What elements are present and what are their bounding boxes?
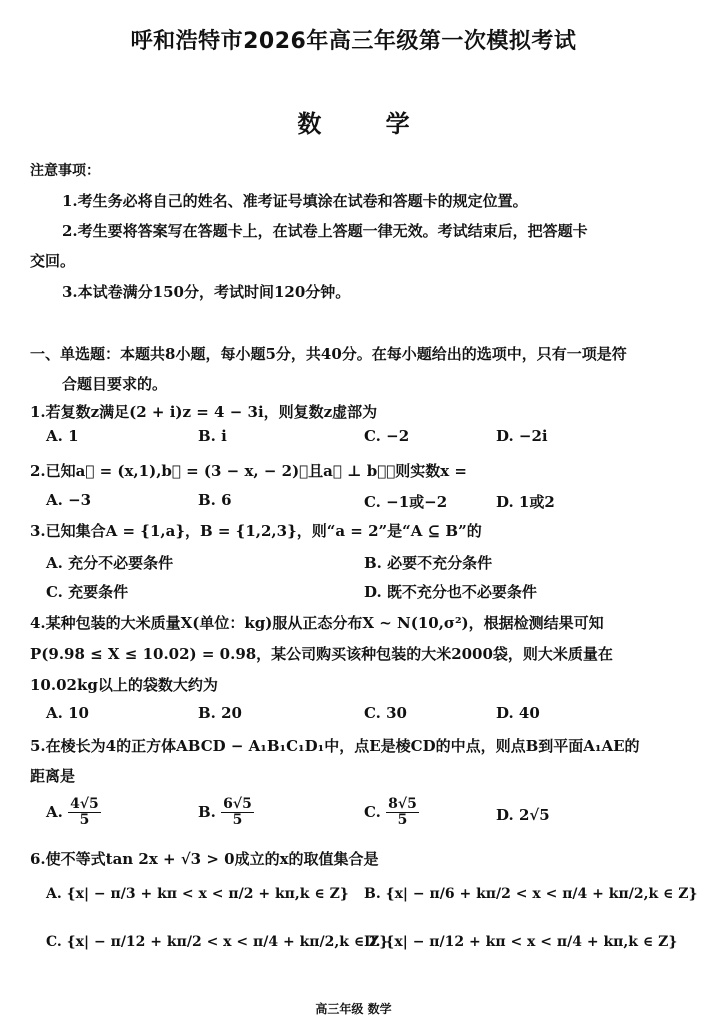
option-c: C. −1或−2: [364, 493, 448, 511]
note-item: 1.考生务必将自己的姓名、准考证号填涂在试卷和答题卡的规定位置。: [62, 192, 528, 210]
question-stem-cont: P(9.98 ≤ X ≤ 10.02) = 0.98，某公司购买该种包装的大米2000袋，则大米质量在: [30, 645, 613, 663]
option-a: A. 充分不必要条件: [46, 554, 174, 572]
fraction-numerator: 8√5: [388, 796, 417, 812]
option-label: B.: [198, 802, 216, 821]
subject-title: 数 学: [297, 110, 438, 138]
question-stem: 3.已知集合A = {1,a}，B = {1,2,3}，则“a = 2”是“A ⊆ B”的: [30, 522, 482, 540]
question-stem: 6.使不等式tan 2x + √3 > 0成立的x的取值集合是: [30, 850, 379, 868]
option-value: 2√5: [518, 806, 550, 824]
option-c: [364, 797, 419, 829]
note-item: 交回。: [30, 252, 76, 270]
section-heading-cont: 合题目要求的。: [62, 375, 168, 393]
question-stem-cont: 距离是: [30, 767, 76, 785]
option-b: B. i: [198, 427, 227, 445]
fraction-denominator: 5: [397, 812, 408, 829]
option-a: A. {x| − π/3 + kπ < x < π/2 + kπ,k ∈ Z}: [46, 886, 349, 902]
section-heading: 一、单选题：本题共8小题，每小题5分，共40分。在每小题给出的选项中，只有一项是符: [30, 345, 627, 363]
option-d: D. 既不充分也不必要条件: [364, 583, 537, 601]
option-b: B. 6: [198, 491, 232, 509]
option-a: A. 10: [46, 704, 89, 722]
fraction-numerator: 6√5: [223, 796, 252, 812]
option-d: D. {x| − π/12 + kπ < x < π/4 + kπ,k ∈ Z}: [364, 934, 678, 950]
option-label: C.: [364, 802, 381, 821]
question-stem: 4.某种包装的大米质量X(单位：kg)服从正态分布X ~ N(10,σ²)，根据检测结果可知: [30, 614, 604, 632]
option-label: A.: [46, 802, 63, 821]
option-d: D. −2i: [496, 427, 548, 445]
option-c: C. −2: [364, 427, 410, 445]
fraction-numerator: 4√5: [70, 796, 99, 812]
fraction-denominator: 5: [79, 812, 90, 829]
fraction-denominator: 5: [232, 812, 243, 829]
note-item: 2.考生要将答案写在答题卡上，在试卷上答题一律无效。考试结束后，把答题卡: [62, 222, 588, 240]
option-d: D. 40: [496, 704, 540, 722]
option-a: A. 1: [46, 427, 79, 445]
option-label: D.: [496, 806, 514, 824]
fraction: [386, 797, 419, 829]
question-stem-cont: 10.02kg以上的袋数大约为: [30, 676, 218, 694]
fraction: [221, 797, 254, 829]
question-stem: 5.在棱长为4的正方体ABCD − A₁B₁C₁D₁中，点E是棱CD的中点，则点B到平面A₁AE的: [30, 737, 640, 755]
option-c: C. 30: [364, 704, 407, 722]
fraction: [68, 797, 101, 829]
option-c: C. 充要条件: [46, 583, 129, 601]
option-a: A. −3: [46, 491, 92, 509]
option-c: C. {x| − π/12 + kπ/2 < x < π/4 + kπ/2,k ∈ Z}: [46, 934, 389, 950]
option-a: [46, 797, 101, 829]
option-b: [198, 797, 254, 829]
option-d: [496, 806, 550, 824]
exam-title: 呼和浩特市2026年高三年级第一次模拟考试: [130, 29, 577, 54]
question-stem: 1.若复数z满足(2 + i)z = 4 − 3i，则复数z虚部为: [30, 403, 378, 421]
option-d: D. 1或2: [496, 493, 555, 511]
notes-heading: 注意事项：: [30, 163, 100, 179]
page-footer: 高三年级 数学: [315, 1002, 392, 1016]
question-stem: 2.已知a⃗ = (x,1),b⃗ = (3 − x, − 2)，且a⃗ ⊥ b⃗，则实数x =: [30, 462, 467, 480]
option-b: B. 必要不充分条件: [364, 554, 493, 572]
option-b: B. 20: [198, 704, 242, 722]
option-b: B. {x| − π/6 + kπ/2 < x < π/4 + kπ/2,k ∈ Z}: [364, 886, 698, 902]
note-item: 3.本试卷满分150分，考试时间120分钟。: [62, 283, 351, 301]
